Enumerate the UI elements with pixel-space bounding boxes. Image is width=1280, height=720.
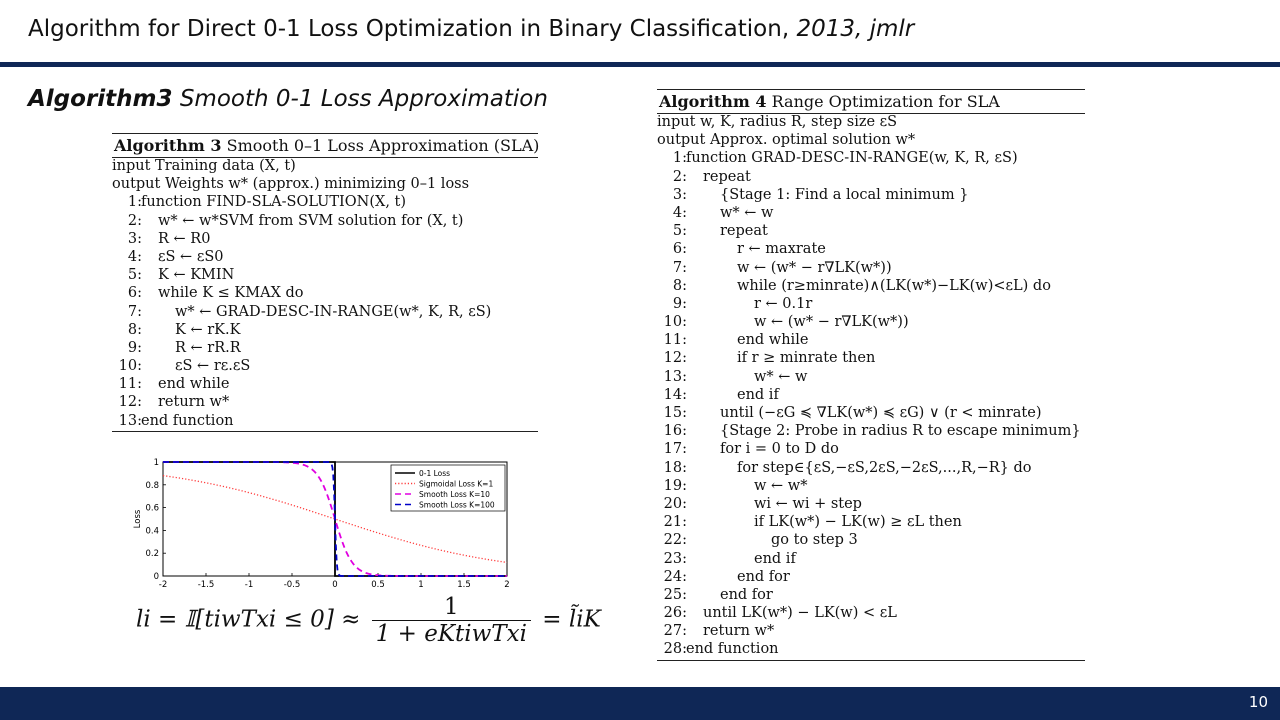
line-code: w ← (w* − r∇LK(w*)) [754, 314, 909, 331]
line-code: r ← maxrate [737, 241, 826, 258]
line-number: 11: [663, 332, 687, 349]
line-code: return w* [703, 623, 775, 640]
line-number: 18: [663, 459, 687, 476]
line-code: repeat [703, 168, 751, 185]
line-code: while K ≤ KMAX do [158, 285, 304, 302]
algorithm-line [657, 296, 1085, 314]
formula-denominator: 1 + eKtiwTxi [375, 621, 527, 647]
line-code: return w* [158, 394, 230, 411]
formula-rhs: = l̃iK [542, 606, 601, 633]
line-code: w ← (w* − r∇LK(w*)) [737, 259, 892, 276]
subtitle-rest: Smooth 0-1 Loss Approximation [172, 86, 548, 112]
line-number: 16: [663, 423, 687, 440]
algorithm-4-lines [657, 114, 1085, 660]
line-code: {Stage 1: Find a local minimum } [720, 186, 969, 203]
line-code: until LK(w*) − LK(w) < εL [703, 605, 897, 622]
line-number: 8: [127, 321, 142, 338]
line-code: output Approx. optimal solution w* [657, 132, 916, 149]
line-code: end for [720, 586, 773, 603]
line-code: w* ← w [720, 204, 774, 221]
algorithm-line [657, 423, 1085, 441]
line-number: 4: [127, 248, 142, 265]
line-code: end function [686, 641, 779, 658]
y-tick-label: 1 [153, 458, 159, 468]
line-code: r ← 0.1r [754, 295, 813, 312]
line-code: end while [737, 332, 809, 349]
algorithm-line [112, 322, 538, 340]
algorithm-4-label: Algorithm 4 [659, 92, 767, 111]
slide-title-main: Algorithm for Direct 0-1 Loss Optimization in Binary Classification, [28, 16, 797, 42]
algorithm-line [657, 278, 1085, 296]
algorithm-4-header [657, 89, 1085, 114]
algorithm-line [657, 441, 1085, 459]
algorithm-line [112, 194, 538, 212]
algorithm-line [112, 285, 538, 303]
algorithm-line [657, 132, 1085, 150]
line-number: 10: [118, 358, 142, 375]
x-tick-label: -2 [158, 580, 168, 590]
line-number: 1: [672, 150, 687, 167]
line-code: if LK(w*) − LK(w) ≥ εL then [754, 514, 962, 531]
y-tick-label: 0.6 [145, 503, 159, 514]
algorithm-line [657, 332, 1085, 350]
line-code: until (−εG ≼ ∇LK(w*) ≼ εG) ∨ (r < minrate) [720, 405, 1042, 421]
line-number: 20: [663, 495, 687, 512]
slide-title-venue: 2013, jmlr [796, 16, 915, 42]
line-code: w* ← w*SVM from SVM solution for (X, t) [158, 212, 464, 229]
algorithm-line [657, 641, 1085, 659]
line-number: 10: [663, 314, 687, 331]
line-code: εS ← rε.εS [175, 358, 251, 375]
algorithm-line [112, 358, 538, 376]
algorithm-line [657, 460, 1085, 478]
line-code: go to step 3 [771, 532, 858, 549]
line-code: end while [158, 376, 230, 393]
formula-fraction [372, 594, 531, 647]
algorithm-line [657, 369, 1085, 387]
algorithm-3-header [112, 133, 538, 158]
line-number: 28: [663, 641, 687, 658]
line-number: 9: [127, 339, 142, 356]
line-code: w* ← GRAD-DESC-IN-RANGE(w*, K, R, εS) [175, 303, 492, 320]
algorithm-4-title: Range Optimization for SLA [771, 92, 1000, 111]
x-tick-label: -1.5 [197, 580, 215, 590]
subtitle-bold: Algorithm3 [28, 86, 173, 112]
algorithm-line [112, 158, 538, 176]
algorithm-line [112, 394, 538, 412]
line-code: function FIND-SLA-SOLUTION(X, t) [141, 194, 407, 211]
algorithm-line [657, 387, 1085, 405]
line-number: 9: [672, 295, 687, 312]
line-code: function GRAD-DESC-IN-RANGE(w, K, R, εS) [686, 150, 1018, 167]
line-number: 26: [663, 605, 687, 622]
algorithm-line [657, 551, 1085, 569]
algorithm-line [657, 496, 1085, 514]
line-code: K ← KMIN [158, 267, 235, 284]
line-number: 1: [127, 194, 142, 211]
line-code: R ← rR.R [175, 339, 241, 356]
algorithm-line [657, 478, 1085, 496]
y-tick-label: 0.4 [145, 526, 159, 537]
algorithm-3-footer-rule [112, 431, 538, 432]
x-tick-label: 1 [418, 580, 424, 590]
algorithm-line [657, 623, 1085, 641]
line-code: for step∈{εS,−εS,2εS,−2εS,...,R,−R} do [737, 459, 1032, 476]
line-number: 23: [663, 550, 687, 567]
algorithm-line [657, 260, 1085, 278]
legend-entry: Smooth Loss K=100 [419, 500, 495, 510]
line-code: while (r≥minrate)∧(LK(w*)−LK(w)<εL) do [737, 277, 1051, 294]
line-number: 8: [672, 277, 687, 294]
line-code: end for [737, 568, 790, 585]
line-number: 24: [663, 568, 687, 585]
algorithm-3-title: Smooth 0–1 Loss Approximation (SLA) [226, 136, 540, 155]
line-code: εS ← εS0 [158, 248, 224, 265]
line-number: 27: [663, 623, 687, 640]
line-number: 2: [672, 168, 687, 185]
line-number: 2: [127, 212, 142, 229]
algorithm-line [657, 405, 1085, 423]
algorithm-line [657, 569, 1085, 587]
line-number: 22: [663, 532, 687, 549]
x-tick-label: 0 [332, 580, 338, 590]
line-number: 13: [663, 368, 687, 385]
algorithm-line [657, 223, 1085, 241]
line-code: end if [737, 386, 779, 403]
line-number: 17: [663, 441, 687, 458]
x-tick-label: 0.5 [371, 580, 385, 590]
line-number: 5: [127, 267, 142, 284]
algorithm-line [112, 213, 538, 231]
legend-entry: Sigmoidal Loss K=1 [419, 479, 494, 489]
algorithm-4-footer-rule [657, 660, 1085, 661]
line-code: K ← rK.K [175, 321, 241, 338]
algorithm-line [657, 241, 1085, 259]
line-number: 7: [672, 259, 687, 276]
line-code: output Weights w* (approx.) minimizing 0–1 loss [112, 176, 470, 193]
algorithm-line [112, 340, 538, 358]
line-code: wi ← wi + step [754, 495, 862, 512]
line-code: input Training data (X, t) [112, 158, 296, 174]
line-number: 6: [127, 285, 142, 302]
line-number: 7: [127, 303, 142, 320]
formula-lhs: li = 𝕀[tiwTxi ≤ 0] ≈ [136, 606, 361, 633]
algorithm-line [112, 304, 538, 322]
algorithm-4-box [657, 89, 1085, 661]
x-tick-label: 2 [504, 580, 510, 590]
algorithm-line [112, 231, 538, 249]
line-code: end if [754, 550, 796, 567]
line-number: 19: [663, 477, 687, 494]
line-number: 25: [663, 586, 687, 603]
line-code: end function [141, 412, 234, 429]
algorithm-3-label: Algorithm 3 [114, 136, 222, 155]
line-code: w ← w* [754, 477, 808, 494]
algorithm-line [657, 150, 1085, 168]
line-code: for i = 0 to D do [720, 441, 839, 458]
loss-chart [130, 458, 516, 590]
algorithm-line [657, 314, 1085, 332]
smooth-loss-formula [136, 594, 601, 647]
algorithm-line [112, 249, 538, 267]
line-number: 6: [672, 241, 687, 258]
top-divider-bar [0, 62, 1280, 67]
algorithm-line [657, 187, 1085, 205]
algorithm-3-box [112, 133, 538, 432]
algorithm-line [657, 114, 1085, 132]
line-code: w* ← w [754, 368, 808, 385]
line-number: 14: [663, 386, 687, 403]
y-tick-label: 0.2 [145, 549, 159, 560]
line-code: {Stage 2: Probe in radius R to escape minimum} [720, 423, 1081, 440]
line-code: input w, K, radius R, step size εS [657, 114, 898, 130]
line-code: R ← R0 [158, 230, 211, 247]
line-number: 3: [127, 230, 142, 247]
line-number: 12: [118, 394, 142, 411]
legend-entry: Smooth Loss K=10 [419, 490, 490, 499]
section-subtitle [28, 86, 548, 112]
y-tick-label: 0.8 [145, 480, 159, 491]
page-number: 10 [1248, 693, 1268, 711]
algorithm-line [112, 413, 538, 431]
line-number: 12: [663, 350, 687, 367]
line-number: 5: [672, 223, 687, 240]
line-number: 3: [672, 186, 687, 203]
algorithm-line [657, 605, 1085, 623]
algorithm-line [657, 205, 1085, 223]
line-code: if r ≥ minrate then [737, 350, 876, 367]
line-number: 4: [672, 204, 687, 221]
algorithm-line [112, 267, 538, 285]
x-tick-label: -1 [244, 580, 254, 590]
algorithm-line [657, 587, 1085, 605]
line-number: 11: [118, 376, 142, 393]
line-number: 13: [118, 412, 142, 429]
formula-numerator: 1 [372, 594, 531, 621]
algorithm-line [657, 532, 1085, 550]
y-axis-label: Loss [133, 509, 143, 529]
algorithm-line [112, 376, 538, 394]
line-number: 15: [663, 405, 687, 421]
legend-entry: 0-1 Loss [419, 469, 451, 478]
algorithm-3-lines [112, 158, 538, 431]
slide-title [28, 16, 914, 42]
x-tick-label: 1.5 [457, 580, 471, 590]
line-number: 21: [663, 514, 687, 531]
algorithm-line [112, 176, 538, 194]
y-tick-label: 0 [153, 572, 159, 582]
algorithm-line [657, 350, 1085, 368]
x-tick-label: -0.5 [283, 580, 301, 590]
algorithm-line [657, 514, 1085, 532]
line-code: repeat [720, 223, 768, 240]
bottom-bar [0, 687, 1280, 720]
algorithm-line [657, 169, 1085, 187]
